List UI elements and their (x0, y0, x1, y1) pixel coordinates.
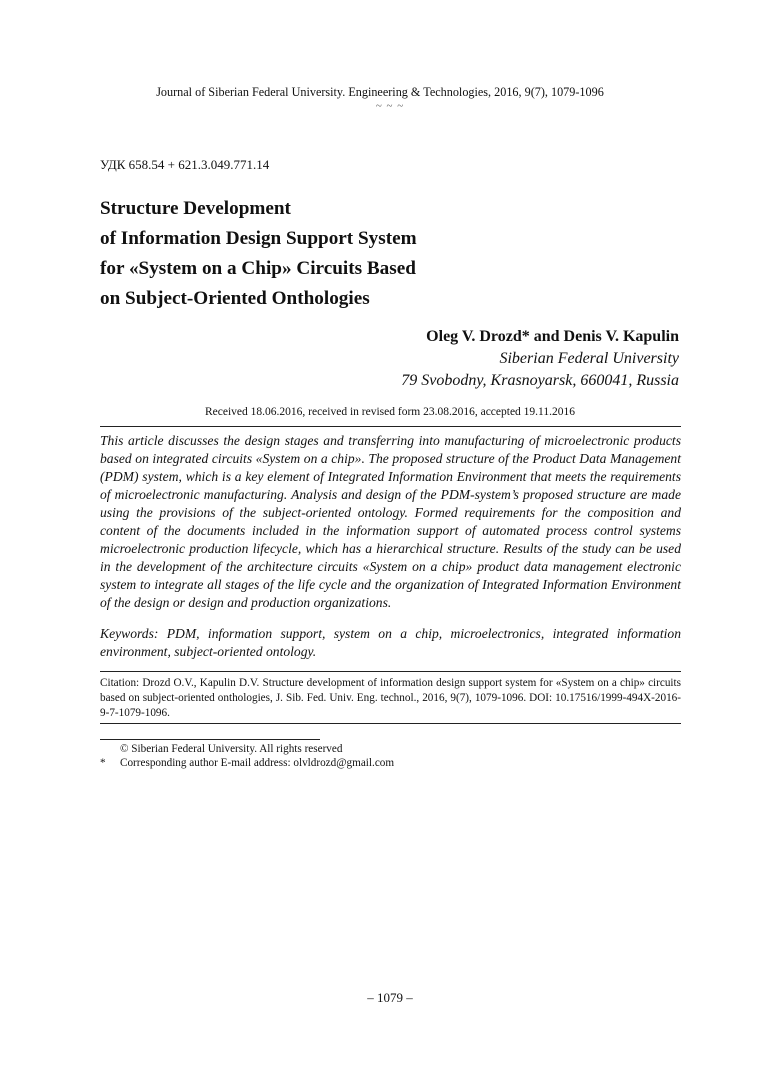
author-affiliation: Siberian Federal University (499, 350, 679, 367)
citation: Citation: Drozd O.V., Kapulin D.V. Structure development of information design support system for «System on a chip» circuits based on subject-oriented onthologies, J. Sib. Fed. Univ. Eng. technol., 2016, 9(7), 1079-1096. DOI: 10.17516/1999-494X-2016-9-7-1079-1096. (100, 677, 681, 719)
udk-code: УДК 658.54 + 621.3.049.771.14 (100, 157, 270, 172)
divider (100, 723, 681, 724)
author-names: Oleg V. Drozd* and Denis V. Kapulin (426, 328, 679, 345)
title-line: for «System on a Chip» Circuits Based (100, 258, 416, 279)
title-line: on Subject-Oriented Onthologies (100, 288, 370, 309)
header-ornament: ~ ~ ~ (375, 100, 405, 112)
footnote-divider (100, 739, 320, 740)
title-line: of Information Design Support System (100, 228, 417, 249)
author-address: 79 Svobodny, Krasnoyarsk, 660041, Russia (401, 372, 679, 389)
title-line: Structure Development (100, 198, 291, 219)
abstract: This article discusses the design stages and transferring into manufacturing of microelectronic products based on integrated circuits «System on a chip». The proposed structure of the Product Data Management (PDM) system, which is a key element of Integrated Information Environment that meets the requirements of microelectronic manufacturing. Analysis and design of the PDM-system’s proposed structure are made using the provisions of the subject-oriented ontology. Formed requirements for the composition and content of the documents included in the information support of automated process control systems microelectronic production lifecycle, which has a hierarchical structure. Results of the study can be used in the development of the architecture circuits «System on a chip» product data management electronic system to integrate all stages of the life cycle and the organization of Integrated Information Environment of the design or design and production organizations. (100, 433, 681, 610)
divider (100, 671, 681, 672)
article-title (100, 194, 660, 314)
corresponding-text: Corresponding author E-mail address: olvldrozd@gmail.com (120, 757, 395, 769)
keywords: Keywords: PDM, information support, system on a chip, microelectronics, integrated information environment, subject-oriented ontology. (100, 626, 681, 659)
copyright-text: © Siberian Federal University. All rights reserved (120, 743, 343, 755)
page-number: – 1079 – (367, 990, 413, 1005)
divider (100, 426, 681, 427)
journal-header: Journal of Siberian Federal University. Engineering & Technologies, 2016, 9(7), 1079-1096 (156, 85, 604, 99)
received-dates: Received 18.06.2016, received in revised form 23.08.2016, accepted 19.11.2016 (204, 406, 576, 418)
asterisk-mark: * (100, 757, 106, 769)
copyright-footnote (100, 742, 342, 756)
author-block (401, 326, 679, 392)
corresponding-footnote (100, 756, 394, 770)
